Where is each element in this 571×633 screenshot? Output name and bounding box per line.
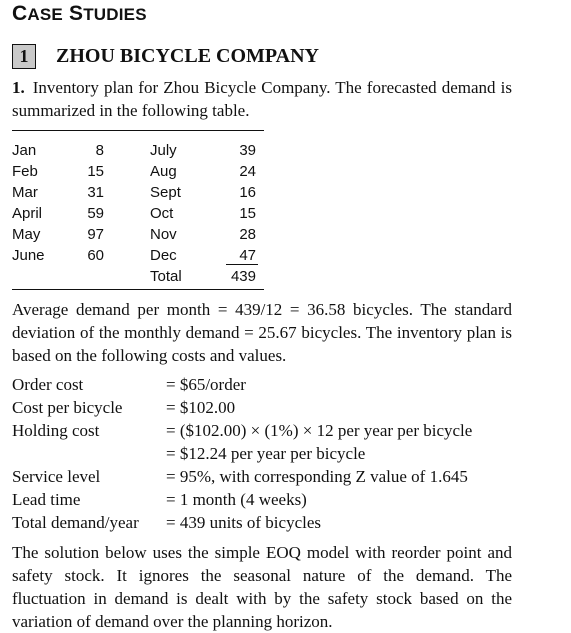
table-month: Aug xyxy=(150,163,177,180)
case-number-badge: 1 xyxy=(12,44,36,69)
table-value: 60 xyxy=(87,247,104,264)
table-value: 8 xyxy=(95,142,104,159)
param-label: Holding cost xyxy=(12,421,100,440)
table-value: 24 xyxy=(239,163,256,180)
param-value: = $102.00 xyxy=(166,398,236,417)
table-month: Oct xyxy=(150,205,174,222)
param-label: Service level xyxy=(12,467,101,486)
table-month: Feb xyxy=(12,163,38,180)
param-value: = 1 month (4 weeks) xyxy=(166,490,307,509)
header-rest-studies: TUDIES xyxy=(83,5,147,24)
table-month: Mar xyxy=(12,184,38,201)
table-value: 47 xyxy=(239,247,256,264)
table-value: 15 xyxy=(239,205,256,222)
case-title: ZHOU BICYCLE COMPANY xyxy=(56,44,319,67)
average-demand-paragraph: Average demand per month = 439/12 = 36.58 bicycles. The standard deviation of the monthly demand = 25.67 bicycles. The inventory plan is based on the following costs and values. xyxy=(12,300,512,365)
intro-paragraph xyxy=(12,76,512,122)
table-month: April xyxy=(12,205,43,222)
section-header xyxy=(12,2,147,26)
table-value: 59 xyxy=(87,205,104,222)
table-month: Jan xyxy=(12,142,37,159)
param-label: Lead time xyxy=(12,490,81,509)
solution-paragraph: The solution below uses the simple EOQ model with reorder point and safety stock. It ignores the seasonal nature of the demand. The fluctuation in demand is dealt with by the safety stock based on the variation of demand over the planning horizon. xyxy=(12,543,512,631)
param-label: Cost per bicycle xyxy=(12,398,123,417)
header-letter-c: C xyxy=(12,2,28,25)
table-value: 31 xyxy=(87,184,104,201)
table-month: Nov xyxy=(150,226,177,243)
table-value: 39 xyxy=(239,142,256,159)
param-label: Order cost xyxy=(12,375,84,394)
table-month: Sept xyxy=(150,184,181,201)
header-letter-s: S xyxy=(68,2,84,25)
table-month: June xyxy=(12,247,45,264)
param-value: = $65/order xyxy=(166,375,246,394)
table-total-label: Total xyxy=(150,268,182,285)
intro-text: Inventory plan for Zhou Bicycle Company. The forecasted demand is summarized in the following table. xyxy=(12,78,512,120)
table-value: 15 xyxy=(87,163,104,180)
total-underline xyxy=(226,264,258,265)
table-total-value: 439 xyxy=(230,268,256,285)
param-value: = 439 units of bicycles xyxy=(166,513,322,532)
table-value: 97 xyxy=(87,226,104,243)
case-title-row xyxy=(12,42,319,70)
param-label: Total demand/year xyxy=(12,513,139,532)
table-month: July xyxy=(150,142,177,159)
param-value: = ($102.00) × (1%) × 12 per year per bicycle xyxy=(166,421,473,440)
param-value: = 95%, with corresponding Z value of 1.645 xyxy=(166,467,468,486)
intro-number: 1. xyxy=(12,78,25,97)
header-rest-case: ASE xyxy=(27,5,63,24)
table-value: 28 xyxy=(239,226,256,243)
table-month: May xyxy=(12,226,41,243)
table-month: Dec xyxy=(150,247,177,264)
table-top-rule xyxy=(12,130,264,131)
table-value: 16 xyxy=(239,184,256,201)
table-bottom-rule xyxy=(12,289,264,290)
param-value: = $12.24 per year per bicycle xyxy=(166,444,366,463)
